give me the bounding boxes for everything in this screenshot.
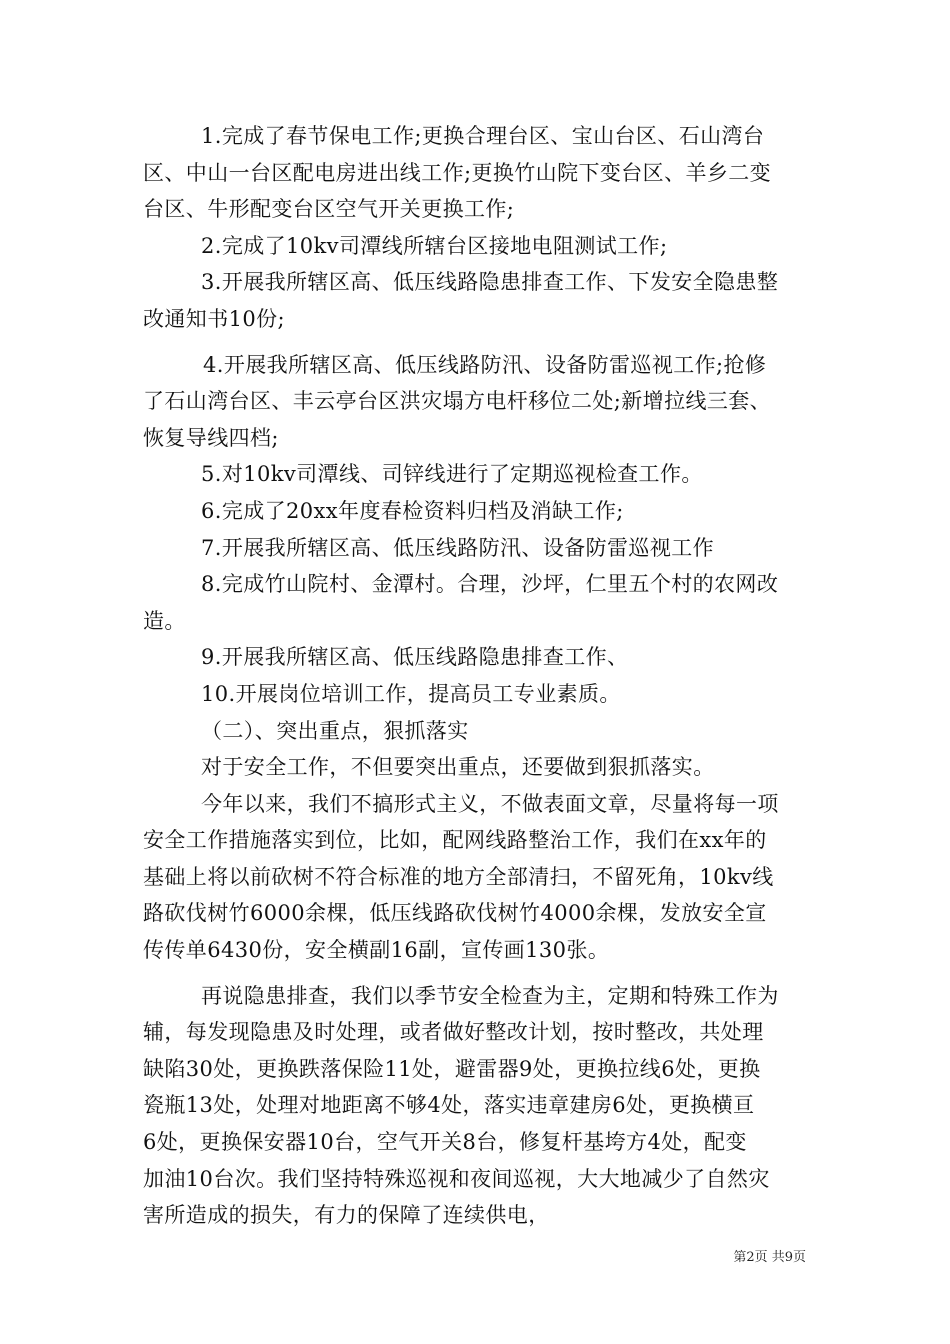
paragraph-line: 基础上将以前砍树不符合标准的地方全部清扫，不留死角，10kv线 bbox=[143, 864, 774, 889]
paragraph-line: 7.开展我所辖区高、低压线路防汛、设备防雷巡视工作 bbox=[201, 535, 715, 560]
paragraph-line: 6处，更换保安器10台，空气开关8台，修复杆基垮方4处，配变 bbox=[143, 1130, 747, 1155]
paragraph-line: 加油10台次。我们坚持特殊巡视和夜间巡视，大大地减少了自然灾 bbox=[143, 1166, 770, 1191]
paragraph-line: 台区、牛形配变台区空气开关更换工作; bbox=[143, 197, 515, 222]
paragraph-line: 传传单6430份，安全横副16副，宣传画130张。 bbox=[143, 938, 610, 963]
paragraph-line: 9.开展我所辖区高、低压线路隐患排查工作、 bbox=[201, 645, 629, 670]
section-heading: （二）、突出重点，狠抓落实 bbox=[201, 718, 469, 743]
paragraph-line: 改通知书10份; bbox=[143, 306, 285, 331]
paragraph-line: 1.完成了春节保电工作;更换合理台区、宝山台区、石山湾台 bbox=[201, 124, 765, 148]
paragraph-line: 2.完成了10kv司潭线所辖台区接地电阻测试工作; bbox=[201, 233, 668, 258]
paragraph-line: 5.对10kv司潭线、司锌线进行了定期巡视检查工作。 bbox=[201, 462, 703, 487]
paragraph-line: 再说隐患排查，我们以季节安全检查为主，定期和特殊工作为 bbox=[201, 983, 779, 1008]
paragraph-line: 害所造成的损失，有力的保障了连续供电， bbox=[143, 1203, 550, 1228]
paragraph-line: 6.完成了20xx年度春检资料归档及消缺工作; bbox=[201, 498, 624, 523]
paragraph-line: 缺陷30处，更换跌落保险11处，避雷器9处，更换拉线6处，更换 bbox=[143, 1056, 761, 1081]
paragraph-line: 3.开展我所辖区高、低压线路隐患排查工作、下发安全隐患整 bbox=[201, 270, 779, 295]
paragraph-line: 路砍伐树竹6000余棵，低压线路砍伐树竹4000余棵，发放安全宣 bbox=[143, 901, 767, 926]
page-number: 第2页 共9页 bbox=[733, 1250, 806, 1265]
paragraph-line: 辅，每发现隐患及时处理，或者做好整改计划，按时整改，共处理 bbox=[143, 1020, 764, 1045]
paragraph-line: 造。 bbox=[143, 608, 186, 633]
paragraph-line: 10.开展岗位培训工作，提高员工专业素质。 bbox=[201, 681, 621, 706]
paragraph-line: 恢复导线四档; bbox=[143, 425, 279, 450]
paragraph-line: 了石山湾台区、丰云亭台区洪灾塌方电杆移位二处;新增拉线三套、 bbox=[143, 389, 772, 414]
paragraph-line: 今年以来，我们不搞形式主义，不做表面文章，尽量将每一项 bbox=[201, 791, 779, 816]
paragraph-line: 安全工作措施落实到位，比如，配网线路整治工作，我们在xx年的 bbox=[143, 828, 767, 853]
paragraph-line: 8.完成竹山院村、金潭村。合理，沙坪，仁里五个村的农网改 bbox=[201, 572, 779, 597]
document-body bbox=[143, 118, 807, 1234]
paragraph-line: 区、中山一台区配电房进出线工作;更换竹山院下变台区、羊乡二变 bbox=[143, 160, 772, 185]
paragraph-line: 4.开展我所辖区高、低压线路防汛、设备防雷巡视工作;抢修 bbox=[203, 352, 767, 377]
paragraph-line: 瓷瓶13处，处理对地距离不够4处，落实违章建房6处，更换横亘 bbox=[143, 1093, 755, 1118]
paragraph-line: 对于安全工作，不但要突出重点，还要做到狠抓落实。 bbox=[201, 755, 715, 780]
